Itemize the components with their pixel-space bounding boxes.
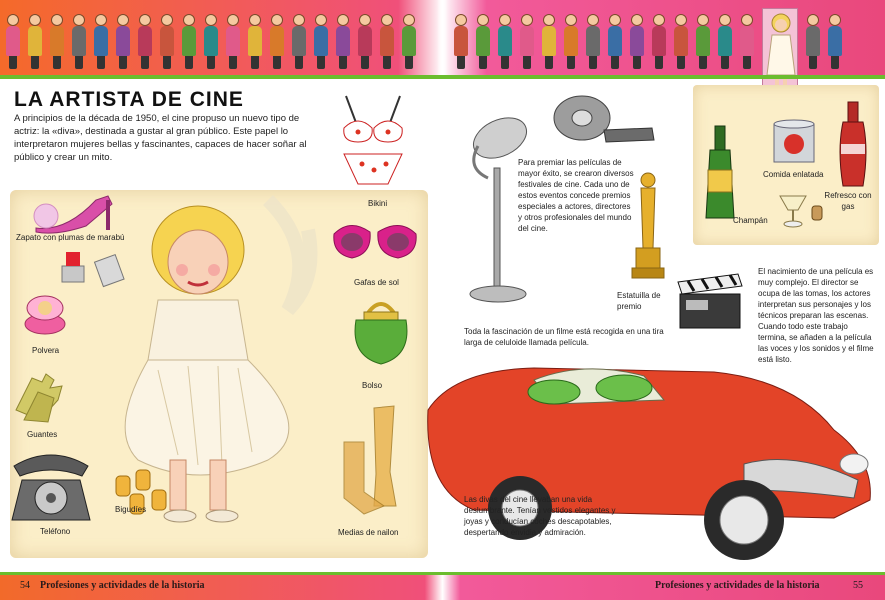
label-zapato: Zapato con plumas de marabú — [16, 233, 125, 242]
historical-figure-icon — [4, 12, 22, 70]
historical-figure-icon — [584, 12, 602, 70]
right-section-title: Profesiones y actividades de la historia — [655, 580, 820, 591]
soda-bottle-illustration — [833, 100, 873, 190]
left-section-title: Profesiones y actividades de la historia — [40, 580, 205, 591]
label-comida: Comida enlatada — [763, 170, 824, 179]
diva-figure-icon — [763, 9, 799, 94]
historical-figure-icon — [268, 12, 286, 70]
historical-figure-icon — [202, 12, 220, 70]
label-gafas: Gafas de sol — [354, 278, 399, 287]
historical-figure-icon — [496, 12, 514, 70]
historical-figure-icon — [180, 12, 198, 70]
film-process-paragraph: El nacimiento de una película es muy complejo. El director se ocupa de las tomas, los actores interpretan sus personajes y los técnicos preparan las escenas. Cuando todo este trabajo termina, se añaden a la película las voces y los sonidos y el filme está listo. — [758, 267, 874, 364]
label-polvera: Polvera — [32, 346, 60, 355]
sunglasses-illustration — [330, 214, 420, 274]
right-page-number: 55 — [853, 580, 863, 591]
historical-figure-icon — [518, 12, 536, 70]
historical-figure-icon — [92, 12, 110, 70]
historical-figure-icon — [804, 12, 822, 70]
historical-figure-icon — [540, 12, 558, 70]
historical-figure-icon — [716, 12, 734, 70]
historical-figure-icon — [650, 12, 668, 70]
label-estatuilla: Estatuilla de premio — [617, 291, 661, 311]
label-telefono: Teléfono — [40, 527, 71, 536]
historical-figure-icon — [312, 12, 330, 70]
label-medias: Medias de nailon — [338, 528, 399, 537]
label-bigudies: Bigudíes — [115, 505, 147, 514]
historical-figure-icon — [48, 12, 66, 70]
historical-figure-icon — [290, 12, 308, 70]
page-title: LA ARTISTA DE CINE — [14, 88, 244, 111]
historical-figure-icon — [452, 12, 470, 70]
gloves-illustration — [10, 370, 70, 424]
handbag-illustration — [346, 290, 416, 370]
historical-figure-icon — [356, 12, 374, 70]
label-guantes: Guantes — [27, 430, 58, 439]
celluloid-paragraph: Toda la fascinación de un filme está recogida en una tira larga de celuloide llamada película. — [464, 327, 664, 347]
historical-figure-icon — [628, 12, 646, 70]
marabou-shoe-illustration — [26, 180, 126, 240]
footer-divider-line — [0, 572, 885, 575]
historical-figure-icon — [400, 12, 418, 70]
historical-figure-icon — [562, 12, 580, 70]
page-footer — [0, 572, 885, 600]
historical-figure-icon — [826, 12, 844, 70]
label-bikini: Bikini — [368, 199, 388, 208]
historical-figure-icon — [738, 12, 756, 70]
historical-figure-icon — [334, 12, 352, 70]
clapperboard-illustration — [672, 272, 752, 332]
historical-figure-icon — [114, 12, 132, 70]
historical-figure-icon — [136, 12, 154, 70]
page-gutter — [437, 0, 448, 75]
awards-paragraph: Para premiar las películas de mayor éxito, se crearon diversos festivales de cine. Cada uno de estos eventos concede premios especiales a actores, directores y otros profesionales del mundo del cine. — [518, 158, 634, 233]
label-bolso: Bolso — [362, 381, 383, 390]
canned-food-illustration — [766, 118, 822, 168]
label-refresco: Refresco con gas — [824, 191, 872, 211]
historical-figure-icon — [246, 12, 264, 70]
historical-figure-icon — [474, 12, 492, 70]
label-champan: Champán — [733, 216, 768, 225]
historical-figures-strip-left — [4, 12, 418, 70]
divas-paragraph: Las divas del cine llevaban una vida deslumbrante. Tenían vestidos elegantes y joyas y conducían coches descapotables, despertando envidia y admiración. — [464, 495, 616, 537]
bikini-illustration — [338, 92, 408, 192]
historical-figure-icon — [26, 12, 44, 70]
nylon-stockings-illustration — [334, 402, 404, 522]
champagne-glass-illustration — [772, 190, 832, 230]
compact-powder-illustration — [20, 294, 70, 340]
historical-figure-icon — [672, 12, 690, 70]
historical-figure-icon — [224, 12, 242, 70]
historical-figure-icon — [694, 12, 712, 70]
diva-illustration — [118, 190, 328, 530]
historical-figure-icon — [70, 12, 88, 70]
award-statuette-illustration — [628, 166, 668, 286]
champagne-bottle-illustration — [700, 122, 740, 222]
historical-figure-icon — [158, 12, 176, 70]
left-page-number: 54 — [20, 580, 30, 591]
top-divider-line — [0, 75, 885, 79]
historical-figure-icon — [378, 12, 396, 70]
telephone-illustration — [6, 446, 96, 526]
historical-figure-icon — [606, 12, 624, 70]
intro-paragraph: A principios de la década de 1950, el cine propuso un nuevo tipo de actriz: la «diva», destinada a gustar al gran público. Este papel lo interpretaron mujeres bellas y fascinantes, capaces de hacer soñar al público y crear un mito. — [14, 113, 307, 163]
film-reel-illustration — [548, 92, 658, 152]
